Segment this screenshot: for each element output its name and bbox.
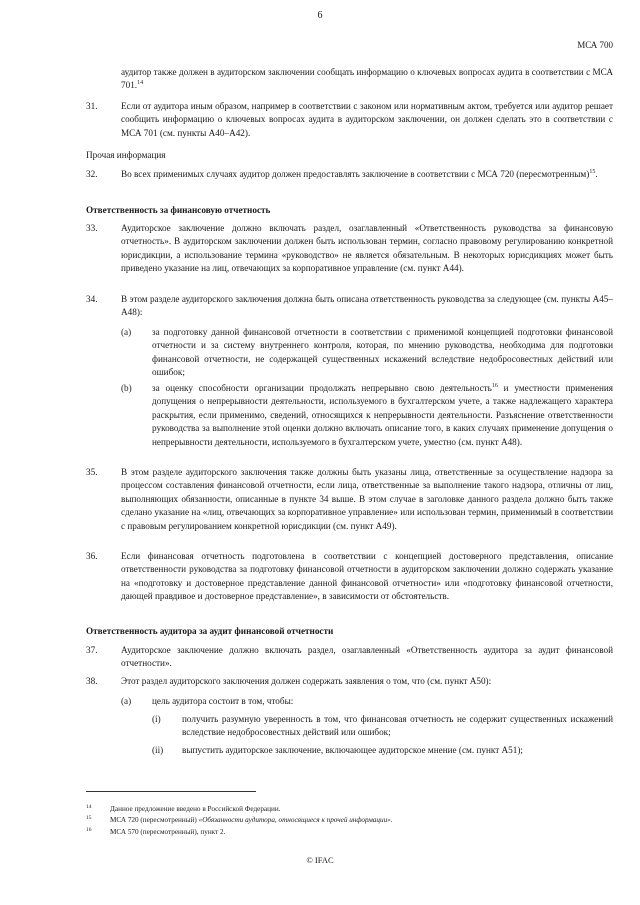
paragraph-33 <box>86 222 613 276</box>
subparagraph-roman: (ii) <box>152 745 164 755</box>
paragraph-34a <box>121 326 613 380</box>
paragraph-34 <box>86 293 613 320</box>
subparagraph-text: получить разумную уверенность в том, что финансовая отчетность не содержит существенных искажений вследствие недобросовестных действий или ошибок; <box>182 714 613 738</box>
paragraph-number: 35. <box>86 467 98 477</box>
subparagraph-text: за оценку способности организации продолжать непрерывно свою деятельность$^{16}$ и уместности применения допущения о непрерывности деятельности, используемого в бухгалтерском учете, а также надлежащего характера раскрытия, если применимо, сведений, относящихся к непрерывности деятельности. Разъяснение ответственности руководства за выполнение этой оценки должно включать описание того, в каких случаях применение допущения о непрерывности деятельности, используемого в бухгалтерском учете, уместно (см. пункт А48). <box>152 382 613 447</box>
paragraph-number: 37. <box>86 645 98 655</box>
paragraph-text: Аудиторское заключение должно включать раздел, озаглавленный «Ответственность руководства за финансовую отчетность». В аудиторском заключении должен быть использован термин, согласно правовому регулированию конкретной юрисдикции, а использование термина «руководство» не является обязательным. В некоторых юрисдикциях может быть приведено указание на лиц, отвечающих за корпоративное управление (см. пункт А44). <box>121 223 613 274</box>
heading-other-info: Прочая информация <box>86 150 166 160</box>
subparagraph-letter: (a) <box>121 696 132 706</box>
heading-auditor-resp: Ответственность аудитора за аудит финансовой отчетности <box>86 626 334 636</box>
footnote-ref[interactable]: 16 <box>491 382 498 389</box>
paragraph-38aii <box>152 744 613 757</box>
paragraph-number: 31. <box>86 101 98 111</box>
subparagraph-text: за подготовку данной финансовой отчетности в соответствии с применимой концепцией подготовки финансовой отчетности и за систему внутреннего контроля, которая, по мнению руководства, необходима для подготовки финансовой отчетности, не содержащей существенных искажений вследствие недобросовестных действий или ошибок; <box>152 327 613 378</box>
paragraph-number: 32. <box>86 169 98 179</box>
paragraph-text: В этом разделе аудиторского заключения должна быть описана ответственность руководства за следующее (см. пункты А45–А48): <box>121 294 613 318</box>
subparagraph-text: цель аудитора состоит в том, чтобы: <box>152 696 294 706</box>
paragraph-number: 34. <box>86 294 98 304</box>
footnote-key: 15 <box>86 815 92 821</box>
footnote-text: Данное предложение введено в Российской Федерации. <box>110 805 281 813</box>
paragraph-37 <box>86 644 613 671</box>
paragraph-text: Если от аудитора иным образом, например в соответствии с законом или нормативным актом, требуется или аудитор решает сообщить информацию о ключевых вопросах аудита в аудиторском заключении, он должен сделать это в соответствии с МСА 701 (см. пункты А40–А42). <box>121 101 613 138</box>
footnote-16 <box>86 827 613 837</box>
paragraph-36 <box>86 550 613 604</box>
paragraph-35 <box>86 466 613 533</box>
page-number: 6 <box>317 10 323 21</box>
footnote-ref[interactable]: 15 <box>589 168 596 175</box>
footnote-14 <box>86 804 613 814</box>
paragraph-text: Во всех применимых случаях аудитор должен предоставлять заключение в соответствии с МСА 720 (пересмотренным)$^{15}$. <box>121 168 598 179</box>
page-footer: © IFAC <box>306 855 334 865</box>
paragraph-number: 38. <box>86 676 98 686</box>
footnote-ref[interactable]: 14 <box>137 80 144 87</box>
subparagraph-roman: (i) <box>152 714 161 724</box>
paragraph-38ai <box>152 713 613 740</box>
paragraph-text: Этот раздел аудиторского заключения должен содержать заявления о том, что (см. пункт А50): <box>121 676 492 686</box>
footnote-key: 14 <box>86 804 92 810</box>
footnote-divider <box>86 791 256 792</box>
header-code: МСА 700 <box>577 40 613 50</box>
paragraph-31 <box>86 100 613 140</box>
paragraph-38 <box>86 675 613 688</box>
intro-paragraph: аудитор также должен в аудиторском заключении сообщать информацию о ключевых вопросах аудита в соответствии с МСА 701.14 <box>121 67 613 91</box>
heading-mgmt-resp: Ответственность за финансовую отчетность <box>86 205 271 215</box>
paragraph-34b <box>121 382 613 449</box>
subparagraph-letter: (b) <box>121 383 132 393</box>
paragraph-32 <box>86 168 613 181</box>
paragraph-38a <box>121 695 613 708</box>
footnote-text: МСА 570 (пересмотренный), пункт 2. <box>110 828 226 836</box>
paragraph-number: 33. <box>86 223 98 233</box>
subparagraph-text: выпустить аудиторское заключение, включающее аудиторское мнение (см. пункт А51); <box>182 745 523 755</box>
paragraph-number: 36. <box>86 551 98 561</box>
footnote-key: 16 <box>86 827 92 833</box>
footnote-text: МСА 720 (пересмотренный) «Обязанности аудитора, относящиеся к прочей информации». <box>110 816 393 824</box>
paragraph-text: Аудиторское заключение должно включать раздел, озаглавленный «Ответственность аудитора за аудит финансовой отчетности». <box>121 645 613 669</box>
paragraph-text: Если финансовая отчетность подготовлена в соответствии с концепцией достоверного представления, описание ответственности руководства за подготовку финансовой отчетности в аудиторском заключении должно содержать указание на «подготовку и достоверное представление данной финансовой отчетности» или «подготовку финансовой отчетности, дающей правдивое и достоверное представление», в зависимости от обстоятельств. <box>121 551 613 602</box>
footnote-15 <box>86 815 613 825</box>
paragraph-text: В этом разделе аудиторского заключения также должны быть указаны лица, ответственные за осуществление надзора за процессом составления финансовой отчетности, если лица, ответственные за выполнение такого надзора, отличны от лиц, выполняющих обязанности, описанные в пункте 34 выше. В этом случае в заголовке данного раздела должно быть также сделано указание на «лиц, отвечающих за корпоративное управление» или использован термин, применимый в соответствии с правовым регулированием конкретной юрисдикции (см. пункт А49). <box>121 467 613 531</box>
subparagraph-letter: (a) <box>121 327 132 337</box>
